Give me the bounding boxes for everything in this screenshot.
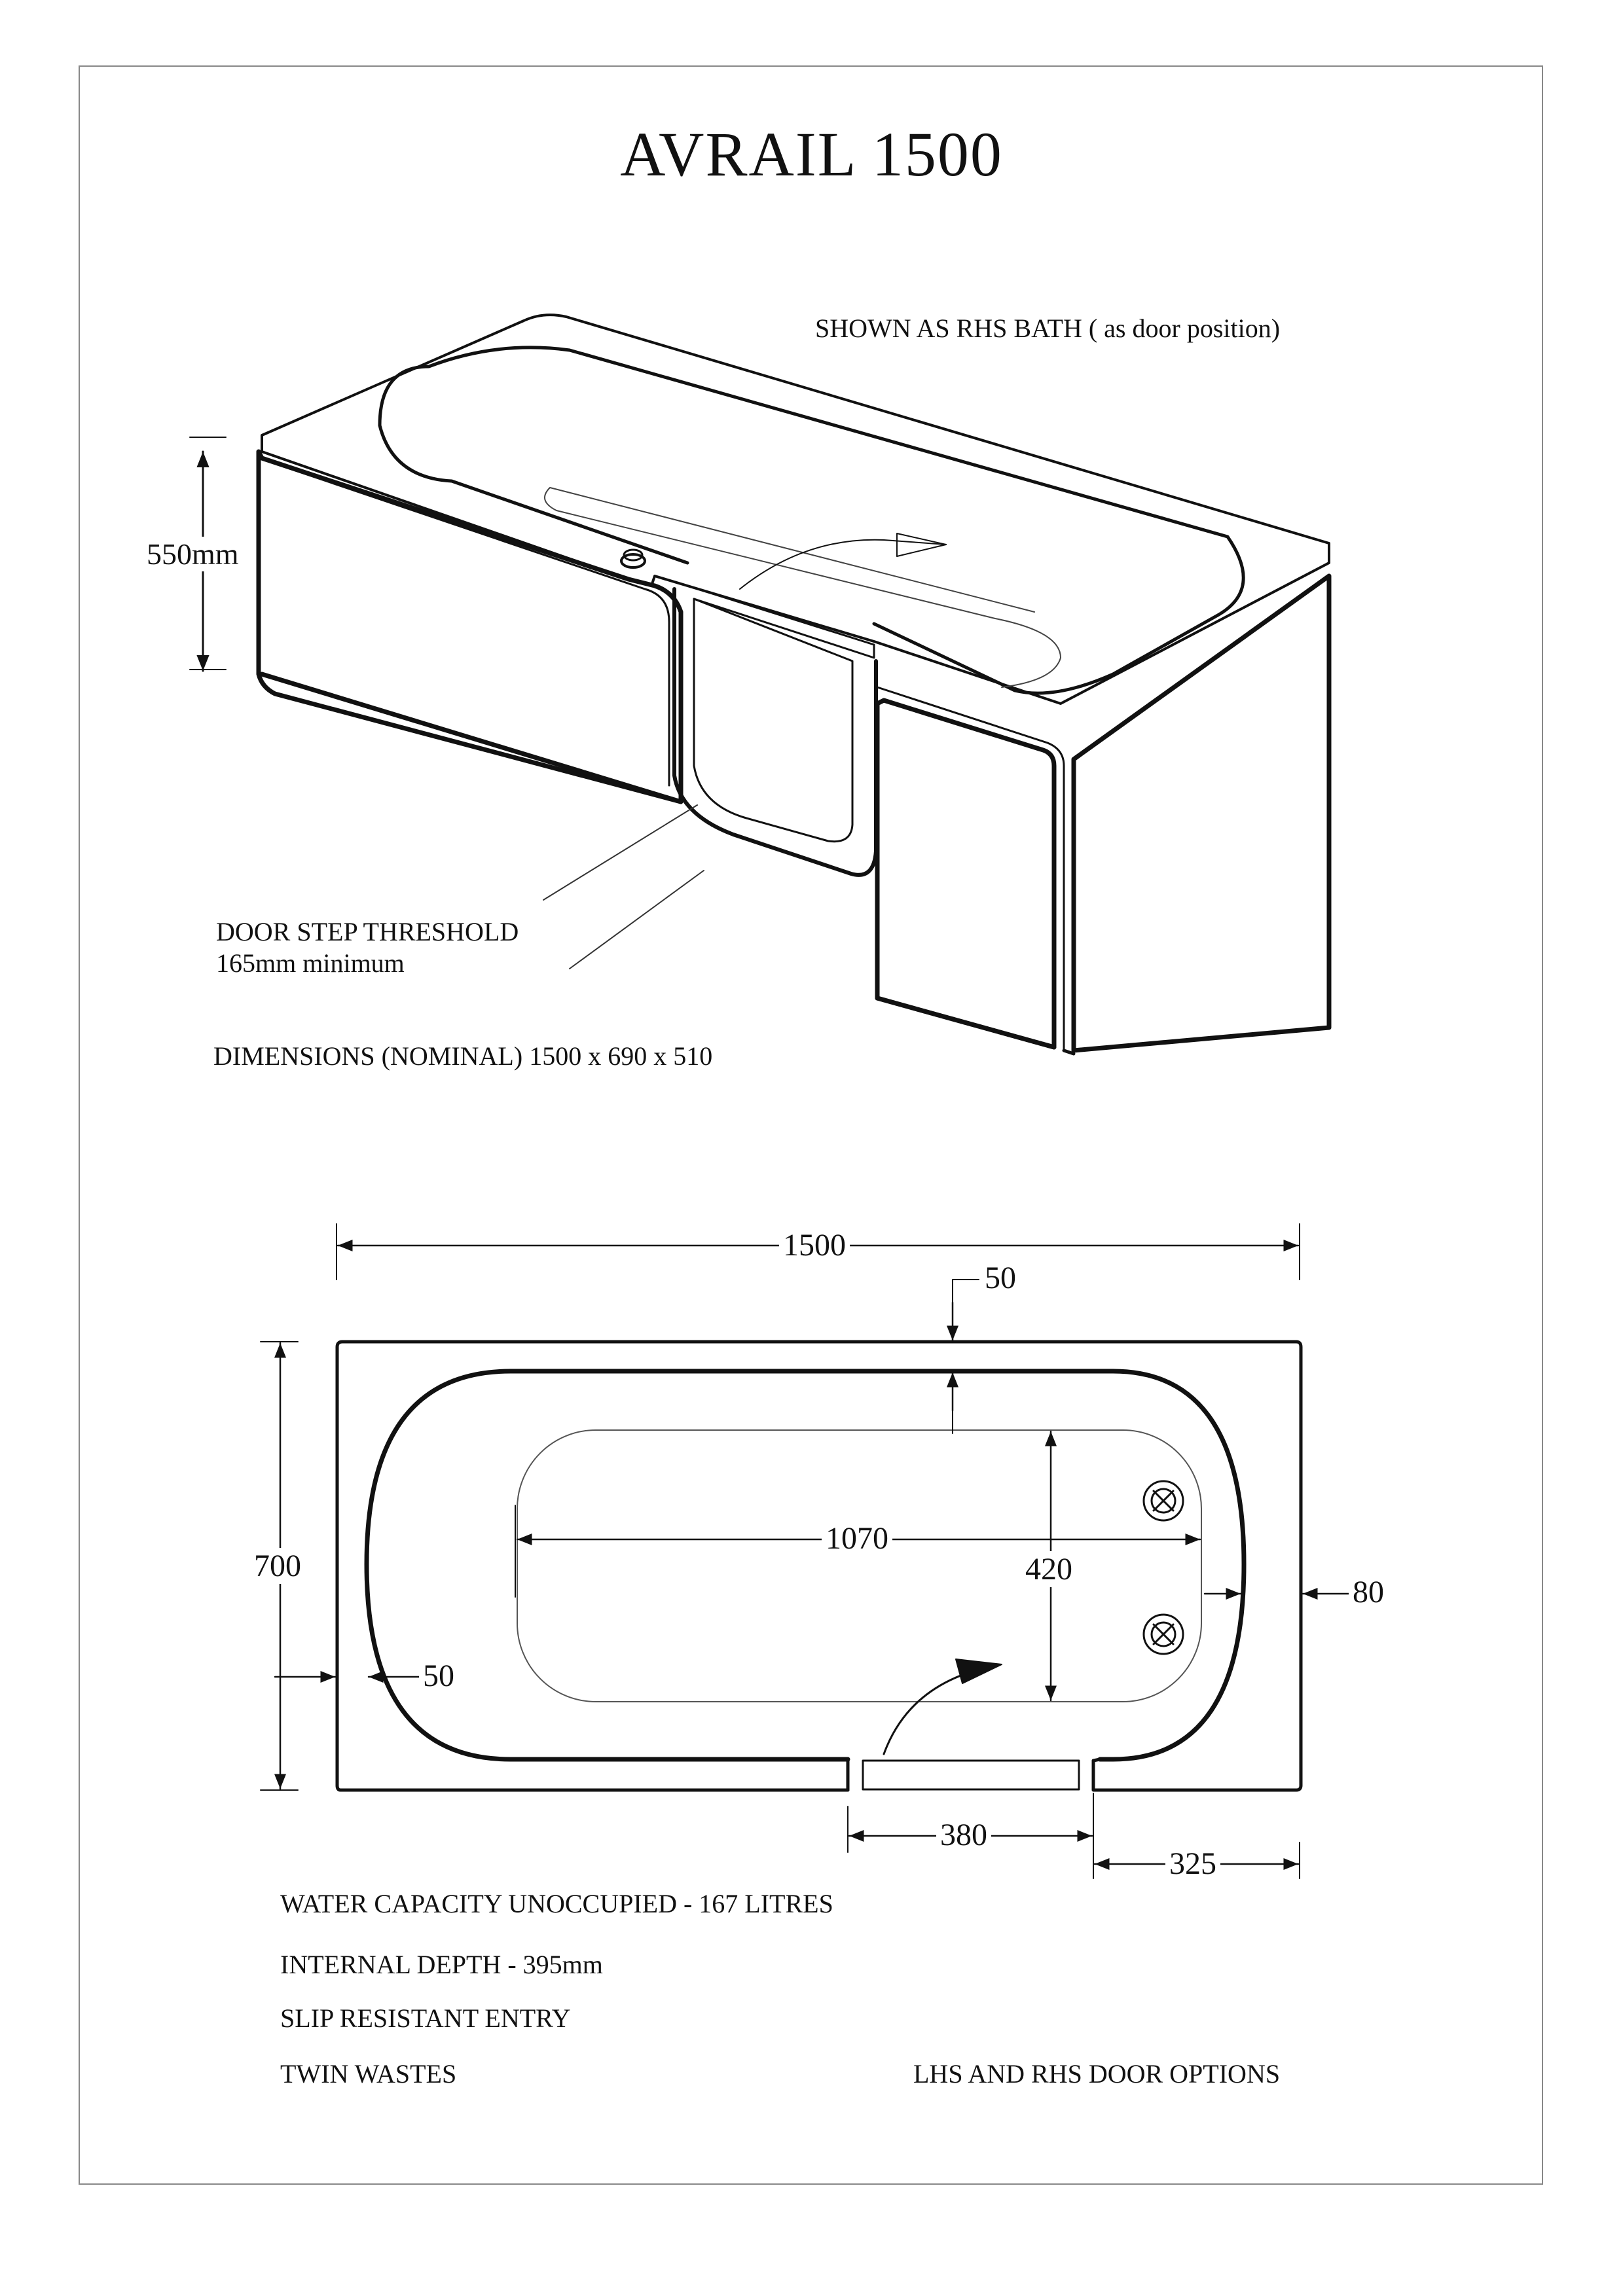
overall-length-label: 1500 xyxy=(779,1227,850,1263)
threshold-label: DOOR STEP THRESHOLD xyxy=(216,917,519,946)
door-width-label: 380 xyxy=(936,1817,991,1853)
rim-left-label: 50 xyxy=(419,1658,458,1694)
front-right-panel xyxy=(877,700,1054,1047)
spec-slip-resistant: SLIP RESISTANT ENTRY xyxy=(280,2003,571,2033)
inner-length-label: 1070 xyxy=(822,1520,892,1556)
rim-top-label: 50 xyxy=(981,1260,1020,1296)
door-offset-label: 325 xyxy=(1165,1846,1220,1882)
bath-basin-rim xyxy=(380,348,1243,693)
nominal-dimensions: DIMENSIONS (NOMINAL) 1500 x 690 x 510 xyxy=(213,1041,713,1071)
rim-side-label: 80 xyxy=(1349,1574,1388,1610)
spec-water-capacity: WATER CAPACITY UNOCCUPIED - 167 LITRES xyxy=(280,1889,833,1918)
height-dimension-label: 550mm xyxy=(147,537,239,571)
shown-as-note: SHOWN AS RHS BATH ( as door position) xyxy=(815,314,1281,343)
end-panel xyxy=(1074,576,1329,1050)
spec-twin-wastes: TWIN WASTES xyxy=(280,2059,457,2089)
door-panel xyxy=(694,599,852,842)
threshold-leader xyxy=(543,805,704,969)
spec-door-options: LHS AND RHS DOOR OPTIONS xyxy=(913,2059,1281,2089)
bath-basin-floor xyxy=(545,488,1061,687)
front-left-panel xyxy=(259,452,681,802)
spec-internal-depth: INTERNAL DEPTH - 395mm xyxy=(280,1950,603,1979)
inner-width-label: 420 xyxy=(1021,1551,1076,1587)
threshold-minimum: 165mm minimum xyxy=(216,948,405,978)
drawing-title: AVRAIL 1500 xyxy=(620,119,1003,189)
overall-width-label: 700 xyxy=(250,1548,305,1584)
